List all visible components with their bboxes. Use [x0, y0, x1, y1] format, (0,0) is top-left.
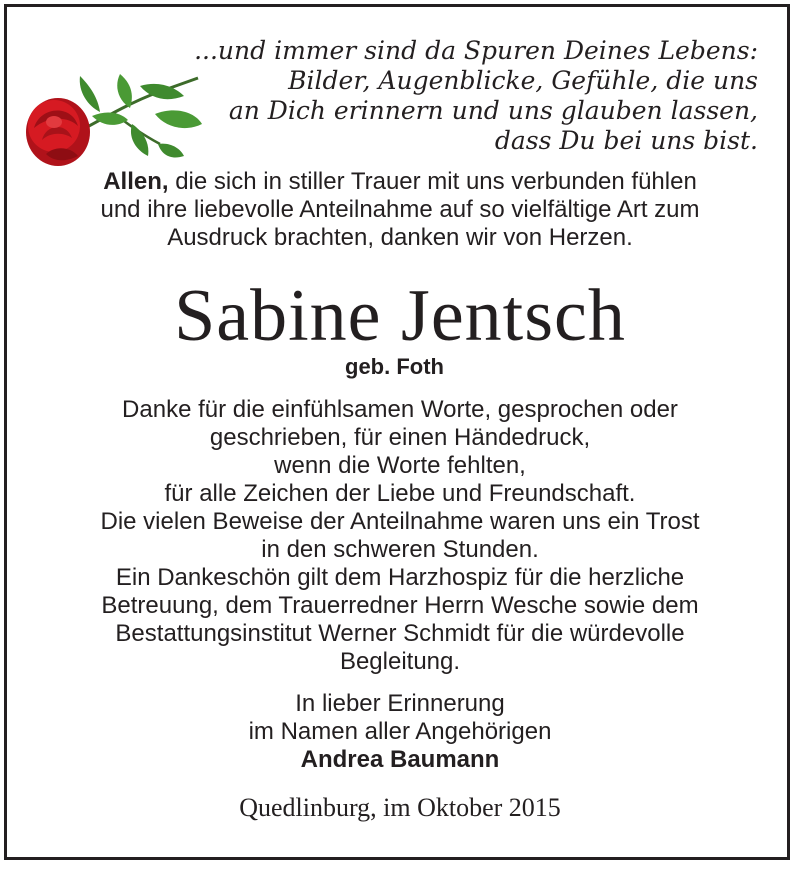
message-line: Danke für die einfühlsamen Worte, gesprochen oder: [122, 396, 678, 423]
poem-line: Bilder, Augenblicke, Gefühle, die uns: [288, 66, 758, 95]
place-date: Quedlinburg, im Oktober 2015: [239, 793, 561, 822]
message-line: Ein Dankeschön gilt dem Harzhospiz für die herzliche: [115, 564, 685, 591]
message-line: wenn die Worte fehlten,: [274, 452, 526, 479]
thanks-message: [0, 396, 800, 676]
intro-line: [0, 168, 800, 196]
intro-line: Ausdruck brachten, danken wir von Herzen.: [167, 224, 633, 251]
intro-lead: Allen,: [103, 168, 169, 195]
intro-line-rest: die sich in stiller Trauer mit uns verbunden fühlen: [168, 168, 697, 195]
message-line: Betreuung, dem Trauerredner Herrn Wesche sowie dem: [101, 592, 699, 619]
signer-name: Andrea Baumann: [300, 746, 500, 773]
intro-line: und ihre liebevolle Anteilnahme auf so vielfältige Art zum: [100, 196, 700, 223]
poem-line: dass Du bei uns bist.: [494, 126, 758, 155]
message-line: in den schweren Stunden.: [261, 536, 539, 563]
closing-line: In lieber Erinnerung: [295, 690, 505, 717]
poem-line: an Dich erinnern und uns glauben lassen,: [228, 96, 758, 125]
closing: [0, 690, 800, 774]
deceased-name: Sabine Jentsch: [174, 275, 626, 357]
poem: [158, 36, 758, 156]
thanks-intro: [0, 168, 800, 252]
maiden-name: geb. Foth: [345, 354, 444, 379]
message-line: für alle Zeichen der Liebe und Freundschaft.: [164, 480, 636, 507]
message-line: Die vielen Beweise der Anteilnahme waren uns ein Trost: [100, 508, 700, 535]
message-line: Bestattungsinstitut Werner Schmidt für die würdevolle: [115, 620, 685, 647]
message-line: Begleitung.: [339, 648, 461, 675]
closing-line: im Namen aller Angehörigen: [248, 718, 552, 745]
poem-line: ...und immer sind da Spuren Deines Lebens:: [194, 36, 758, 65]
message-line: geschrieben, für einen Händedruck,: [209, 424, 591, 451]
